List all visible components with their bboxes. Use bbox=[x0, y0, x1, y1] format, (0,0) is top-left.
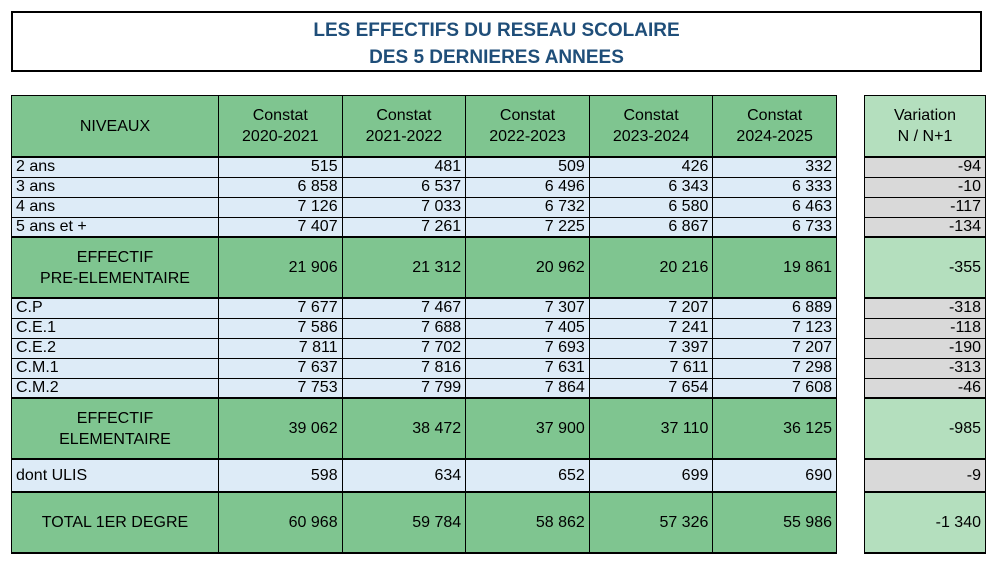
cell: 690 bbox=[713, 459, 837, 492]
cell: 6 496 bbox=[466, 177, 590, 197]
cell: 36 125 bbox=[713, 398, 837, 459]
table-row bbox=[12, 217, 837, 237]
cell: 7 864 bbox=[466, 378, 590, 398]
ulis-row bbox=[12, 459, 837, 492]
cell: 699 bbox=[589, 459, 713, 492]
table-row bbox=[12, 358, 837, 378]
table-title bbox=[11, 11, 982, 72]
cell: 59 784 bbox=[342, 492, 466, 553]
cell: 20 216 bbox=[589, 237, 713, 298]
variation-cell: -355 bbox=[865, 237, 986, 298]
variation-cell: -46 bbox=[865, 378, 986, 398]
cell: 6 333 bbox=[713, 177, 837, 197]
cell: 55 986 bbox=[713, 492, 837, 553]
variation-row bbox=[865, 318, 986, 338]
cell: 7 241 bbox=[589, 318, 713, 338]
cell: 7 307 bbox=[466, 298, 590, 318]
cell: 7 693 bbox=[466, 338, 590, 358]
subtotal-row-pre-elementaire bbox=[12, 237, 837, 298]
variation-table bbox=[864, 95, 986, 554]
row-label: C.M.2 bbox=[12, 378, 219, 398]
variation-cell: -10 bbox=[865, 177, 986, 197]
title-line-1: LES EFFECTIFS DU RESEAU SCOLAIRE bbox=[313, 20, 680, 41]
row-label: 2 ans bbox=[12, 157, 219, 177]
row-label: EFFECTIF PRE-ELEMENTAIRE bbox=[12, 237, 219, 298]
subtotal-row-elementaire bbox=[12, 398, 837, 459]
cell: 7 207 bbox=[713, 338, 837, 358]
cell: 7 467 bbox=[342, 298, 466, 318]
header-niveaux: NIVEAUX bbox=[12, 96, 219, 158]
row-label: 3 ans bbox=[12, 177, 219, 197]
cell: 509 bbox=[466, 157, 590, 177]
cell: 37 900 bbox=[466, 398, 590, 459]
row-label: C.E.1 bbox=[12, 318, 219, 338]
cell: 7 611 bbox=[589, 358, 713, 378]
variation-row bbox=[865, 197, 986, 217]
cell: 7 677 bbox=[219, 298, 343, 318]
cell: 6 733 bbox=[713, 217, 837, 237]
cell: 7 407 bbox=[219, 217, 343, 237]
table-row bbox=[12, 177, 837, 197]
cell: 7 225 bbox=[466, 217, 590, 237]
variation-row bbox=[865, 338, 986, 358]
cell: 426 bbox=[589, 157, 713, 177]
header-variation: Variation N / N+1 bbox=[865, 96, 986, 158]
cell: 19 861 bbox=[713, 237, 837, 298]
row-label: C.M.1 bbox=[12, 358, 219, 378]
cell: 60 968 bbox=[219, 492, 343, 553]
variation-header-row bbox=[865, 96, 986, 158]
cell: 598 bbox=[219, 459, 343, 492]
table-row bbox=[12, 197, 837, 217]
cell: 7 753 bbox=[219, 378, 343, 398]
cell: 7 586 bbox=[219, 318, 343, 338]
cell: 332 bbox=[713, 157, 837, 177]
cell: 21 312 bbox=[342, 237, 466, 298]
row-label: 5 ans et + bbox=[12, 217, 219, 237]
variation-row bbox=[865, 177, 986, 197]
variation-cell: -985 bbox=[865, 398, 986, 459]
header-col-2021: Constat 2021-2022 bbox=[342, 96, 466, 158]
variation-cell: -118 bbox=[865, 318, 986, 338]
cell: 7 207 bbox=[589, 298, 713, 318]
row-label: TOTAL 1ER DEGRE bbox=[12, 492, 219, 553]
cell: 7 799 bbox=[342, 378, 466, 398]
cell: 634 bbox=[342, 459, 466, 492]
cell: 21 906 bbox=[219, 237, 343, 298]
header-row bbox=[12, 96, 837, 158]
variation-cell: -117 bbox=[865, 197, 986, 217]
variation-cell: -1 340 bbox=[865, 492, 986, 553]
row-label: C.P bbox=[12, 298, 219, 318]
variation-row bbox=[865, 358, 986, 378]
variation-row bbox=[865, 217, 986, 237]
cell: 37 110 bbox=[589, 398, 713, 459]
cell: 7 298 bbox=[713, 358, 837, 378]
cell: 20 962 bbox=[466, 237, 590, 298]
cell: 6 343 bbox=[589, 177, 713, 197]
cell: 57 326 bbox=[589, 492, 713, 553]
title-line-2: DES 5 DERNIERES ANNEES bbox=[369, 47, 624, 68]
variation-row bbox=[865, 459, 986, 492]
cell: 652 bbox=[466, 459, 590, 492]
cell: 7 033 bbox=[342, 197, 466, 217]
effectifs-table bbox=[11, 95, 837, 554]
cell: 7 631 bbox=[466, 358, 590, 378]
table-row bbox=[12, 318, 837, 338]
cell: 481 bbox=[342, 157, 466, 177]
cell: 6 580 bbox=[589, 197, 713, 217]
cell: 39 062 bbox=[219, 398, 343, 459]
row-label: dont ULIS bbox=[12, 459, 219, 492]
table-row bbox=[12, 157, 837, 177]
header-col-2023: Constat 2023-2024 bbox=[589, 96, 713, 158]
row-label: C.E.2 bbox=[12, 338, 219, 358]
header-col-2024: Constat 2024-2025 bbox=[713, 96, 837, 158]
cell: 6 889 bbox=[713, 298, 837, 318]
cell: 7 688 bbox=[342, 318, 466, 338]
cell: 515 bbox=[219, 157, 343, 177]
cell: 7 637 bbox=[219, 358, 343, 378]
cell: 7 123 bbox=[713, 318, 837, 338]
variation-cell: -313 bbox=[865, 358, 986, 378]
variation-cell: -134 bbox=[865, 217, 986, 237]
cell: 6 463 bbox=[713, 197, 837, 217]
table-row bbox=[12, 338, 837, 358]
cell: 7 608 bbox=[713, 378, 837, 398]
total-row bbox=[12, 492, 837, 553]
cell: 6 537 bbox=[342, 177, 466, 197]
cell: 38 472 bbox=[342, 398, 466, 459]
variation-cell: -9 bbox=[865, 459, 986, 492]
table-row bbox=[12, 378, 837, 398]
cell: 6 858 bbox=[219, 177, 343, 197]
cell: 7 397 bbox=[589, 338, 713, 358]
cell: 6 732 bbox=[466, 197, 590, 217]
header-col-2020: Constat 2020-2021 bbox=[219, 96, 343, 158]
variation-row bbox=[865, 378, 986, 398]
variation-row bbox=[865, 237, 986, 298]
variation-cell: -318 bbox=[865, 298, 986, 318]
table-row bbox=[12, 298, 837, 318]
cell: 7 126 bbox=[219, 197, 343, 217]
cell: 7 405 bbox=[466, 318, 590, 338]
cell: 7 261 bbox=[342, 217, 466, 237]
variation-cell: -94 bbox=[865, 157, 986, 177]
row-label: EFFECTIF ELEMENTAIRE bbox=[12, 398, 219, 459]
cell: 7 816 bbox=[342, 358, 466, 378]
cell: 7 702 bbox=[342, 338, 466, 358]
cell: 7 654 bbox=[589, 378, 713, 398]
cell: 7 811 bbox=[219, 338, 343, 358]
variation-row bbox=[865, 298, 986, 318]
row-label: 4 ans bbox=[12, 197, 219, 217]
variation-row bbox=[865, 157, 986, 177]
variation-row bbox=[865, 398, 986, 459]
cell: 6 867 bbox=[589, 217, 713, 237]
variation-row bbox=[865, 492, 986, 553]
cell: 58 862 bbox=[466, 492, 590, 553]
variation-cell: -190 bbox=[865, 338, 986, 358]
header-col-2022: Constat 2022-2023 bbox=[466, 96, 590, 158]
